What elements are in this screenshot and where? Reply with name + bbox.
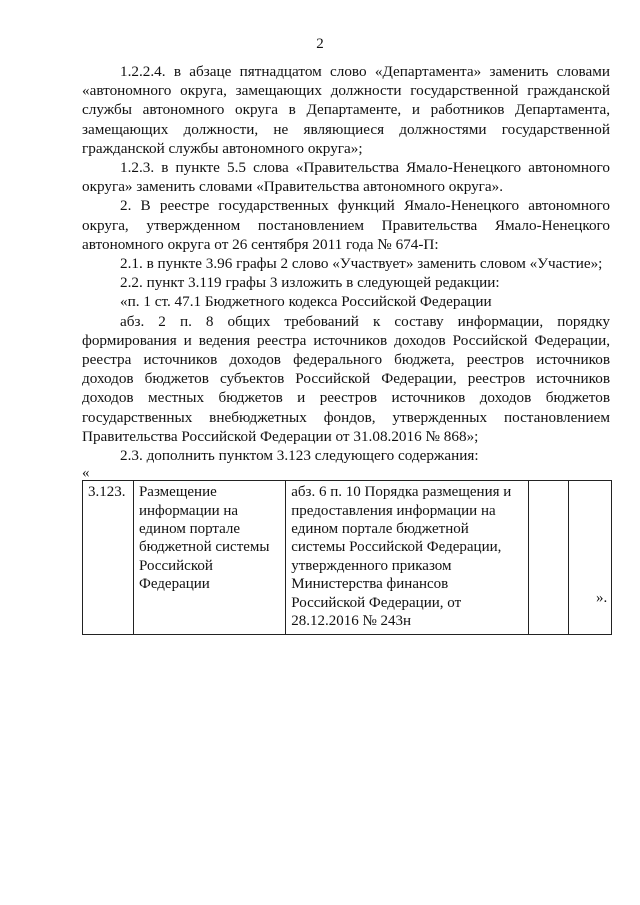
- paragraph-2: 2. В реестре государственных функций Ямало-Ненецкого автономного округа, утвержденном постановлением Правительства Ямало-Ненецкого автономного округа от 26 сентября 2011 года № 674-П:: [82, 197, 610, 253]
- paragraph-quote-general-requirements: абз. 2 п. 8 общих требований к составу информации, порядку формирования и ведения реестра источников доходов Российской Федерации, реестра источников доходов федерального бюджета, реестров источников доходов бюджетов субъектов Российской Федерации, реестров источников доходов местных бюджетов и реестров источников доходов бюджетов государственных внебюджетных фондов, утвержденных постановлением Правительства Российской Федерации от 31.08.2016 № 868»;: [82, 312, 610, 445]
- cell-empty-col5: [569, 481, 612, 634]
- cell-function-name: Размещение информации на едином портале бюджетной системы Российской Федерации: [133, 481, 285, 634]
- page-number: 2: [316, 36, 324, 52]
- opening-quote-mark: «: [82, 465, 90, 482]
- paragraph-1-2-3: 1.2.3. в пункте 5.5 слова «Правительства Ямало-Ненецкого автономного округа» заменить словами «Правительства автономного округа».: [82, 159, 610, 196]
- paragraph-2-2: 2.2. пункт 3.119 графы 3 изложить в следующей редакции:: [120, 274, 500, 292]
- paragraph-quote-budget-code: «п. 1 ст. 47.1 Бюджетного кодекса Российской Федерации: [120, 293, 492, 311]
- cell-item-number: 3.123.: [83, 481, 134, 634]
- paragraph-1-2-2-4: 1.2.2.4. в абзаце пятнадцатом слово «Департамента» заменить словами «автономного округа, замещающих должности государственной гражданской службы автономного округа в Департаменте, и работников Департамента, замещающих должности, не являющиеся должностями государственной гражданской службы автономного округа»;: [82, 63, 610, 157]
- cell-legal-basis: абз. 6 п. 10 Порядка размещения и предоставления информации на едином портале бюджетной системы Российской Федерации, утвержденного приказом Министерства финансов Российской Федерации, от 28.12.2016 № 243н: [286, 481, 528, 634]
- paragraph-2-1: 2.1. в пункте 3.96 графы 2 слово «Участвует» заменить словом «Участие»;: [120, 255, 603, 273]
- paragraph-2-3: 2.3. дополнить пунктом 3.123 следующего содержания:: [120, 447, 479, 465]
- document-body: [82, 62, 610, 635]
- functions-registry-table: [82, 480, 612, 634]
- cell-empty-col4: [528, 481, 569, 634]
- closing-quote-mark: ».: [596, 590, 608, 606]
- table-row: [83, 481, 612, 634]
